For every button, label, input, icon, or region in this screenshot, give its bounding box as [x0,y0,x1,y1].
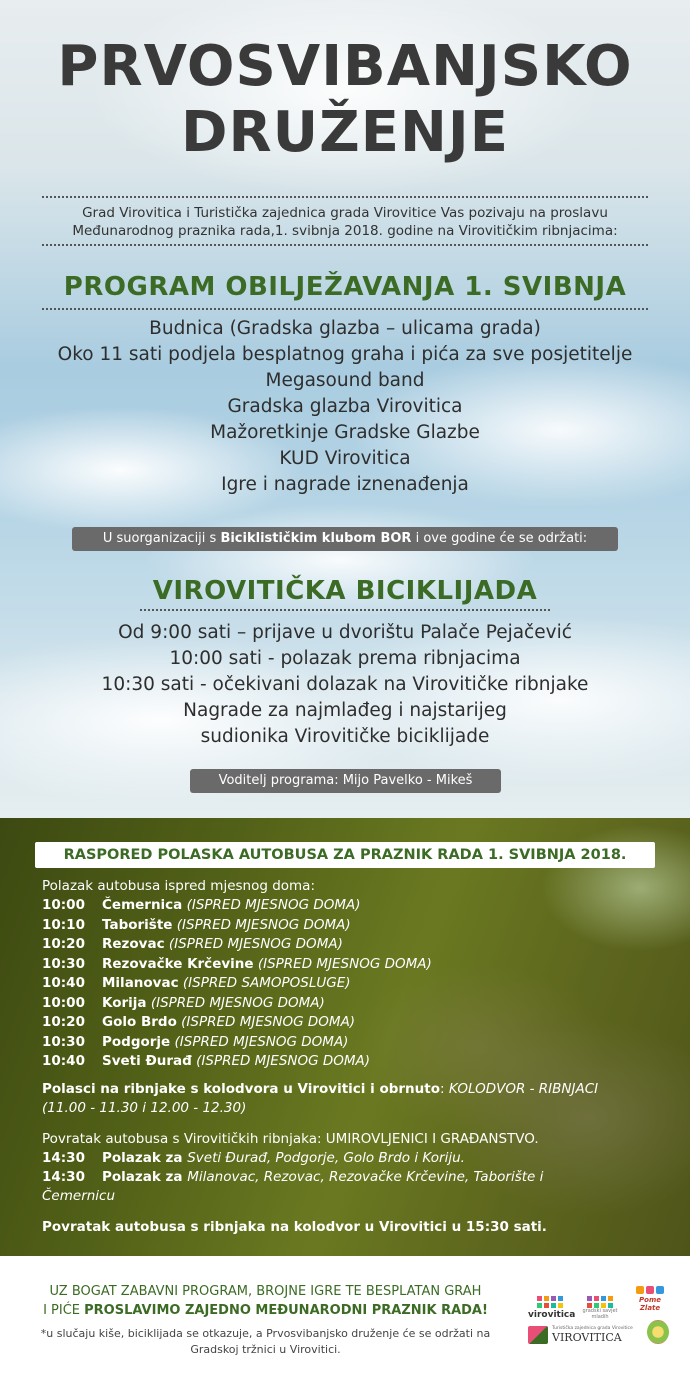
footer-slogan [18,1282,513,1320]
departure-row: 10:30 Podgorje (ISPRED MJESNOG DOMA) [42,1033,349,1050]
footer-slogan-bold: PROSLAVIMO ZAJEDNO MEĐUNARODNI PRAZNIK RADA! [84,1303,488,1318]
program-item: Oko 11 sati podjela besplatnog graha i pića za sve posjetitelje [57,344,633,365]
program-heading: PROGRAM OBILJEŽAVANJA 1. SVIBNJA [63,272,627,302]
host-badge: Voditelj programa: Mijo Pavelko - Mikeš [190,769,501,793]
biciklijada-item: Od 9:00 sati – prijave u dvorištu Palače Pejačević [118,622,572,643]
flower-icon [647,1320,669,1344]
bus-schedule-title: RASPORED POLASKA AUTOBUSA ZA PRAZNIK RADA 1. SVIBNJA 2018. [35,842,655,868]
departure-row: 10:30 Rezovačke Krčevine (ISPRED MJESNOG DOMA) [42,955,432,972]
coorg-suffix: i ove godine će se održati: [411,531,588,546]
page-title-line1: PRVOSVIBANJSKO [57,34,633,99]
program-item: Igre i nagrade iznenađenja [221,474,469,495]
biciklijada-item: 10:30 sati - očekivani dolazak na Virovitičke ribnjake [101,674,589,695]
pome-zlate-logo: Pome Zlate [628,1286,672,1312]
divider [42,308,648,310]
invite-text-line1: Grad Virovitica i Turistička zajednica grada Virovitice Vas pozivaju na proslavu [82,205,608,221]
departure-row: 10:10 Taborište (ISPRED MJESNOG DOMA) [42,916,351,933]
virovitica-logo: virovitica [528,1286,572,1320]
coorg-badge [72,527,618,551]
page-title-line2: DRUŽENJE [181,100,509,165]
departure-row: 10:00 Čemernica (ISPRED MJESNOG DOMA) [42,897,361,913]
biciklijada-item: Nagrade za najmlađeg i najstarijeg [183,700,507,721]
coorg-club: Biciklističkim klubom BOR [220,531,412,546]
divider [140,609,550,611]
rain-note-line2: Gradskoj tržnici u Virovitici. [190,1343,341,1356]
program-item: Gradska glazba Virovitica [227,396,463,417]
biciklijada-item: 10:00 sati - polazak prema ribnjacima [169,648,521,669]
departure-list [42,896,662,1072]
program-item: Budnica (Gradska glazba – ulicama grada) [149,318,541,339]
biciklijada-item: sudionika Virovitičke biciklijade [200,726,490,747]
invite-text-line2: Međunarodnog praznika rada,1. svibnja 2018. godine na Virovitičkim ribnjacima: [72,223,618,239]
departure-row: 10:00 Korija (ISPRED MJESNOG DOMA) [42,994,325,1011]
biciklijada-list [0,620,690,750]
departure-row: 10:40 Milanovac (ISPRED SAMOPOSLUGE) [42,975,351,991]
biciklijada-heading: VIROVITIČKA BICIKLIJADA [152,576,538,606]
departure-row: 10:40 Sveti Đurađ (ISPRED MJESNOG DOMA) [42,1053,371,1069]
departure-row: 10:20 Golo Brdo (ISPRED MJESNOG DOMA) [42,1014,356,1030]
bus-schedule-subtitle: Polazak autobusa ispred mjesnog doma: [42,878,316,894]
footer-slogan-line1: UZ BOGAT ZABAVNI PROGRAM, BROJNE IGRE TE BESPLATAN GRAH [49,1284,482,1299]
program-list [0,316,690,498]
festival-logo [647,1320,671,1348]
final-return: Povratak autobusa s ribnjaka na kolodvor u Virovitici u 15:30 sati. [42,1219,547,1235]
return-title: Povratak autobusa s Virovitičkih ribnjaka: UMIROVLJENICI I GRAĐANSTVO. [42,1131,539,1147]
tourist-board-logo: Turistička zajednica grada Virovitice VIROVITICA [528,1326,638,1344]
return-row: 14:30 Polazak za Milanovac, Rezovac, Rezovačke Krčevine, Taborište i Čemernicu [42,1169,544,1204]
program-item: Mažoretkinje Gradske Glazbe [210,422,480,443]
bus-schedule-section [0,818,690,1256]
program-item: Megasound band [265,370,425,391]
divider [42,244,648,246]
rain-note [18,1326,513,1358]
station-info: Polasci na ribnjake s kolodvora u Virovitici i obrnuto: KOLODVOR - RIBNJACI (11.00 - 11.30 i 12.00 - 12.30) [42,1081,599,1116]
return-row: 14:30 Polazak za Sveti Đurađ, Podgorje, Golo Brdo i Koriju. [42,1150,465,1166]
program-item: KUD Virovitica [279,448,411,469]
footer [0,1256,690,1380]
footer-slogan-plain: I PIĆE [43,1303,85,1318]
departure-row: 10:20 Rezovac (ISPRED MJESNOG DOMA) [42,936,343,952]
divider [42,196,648,198]
tourist-board-icon [528,1326,548,1344]
youth-council-logo: gradski savjet mladih [578,1286,622,1320]
coorg-prefix: U suorganizaciji s [102,531,221,546]
rain-note-line1: *u slučaju kiše, biciklijada se otkazuje, a Prvosvibanjsko druženje će se održati na [40,1327,491,1340]
